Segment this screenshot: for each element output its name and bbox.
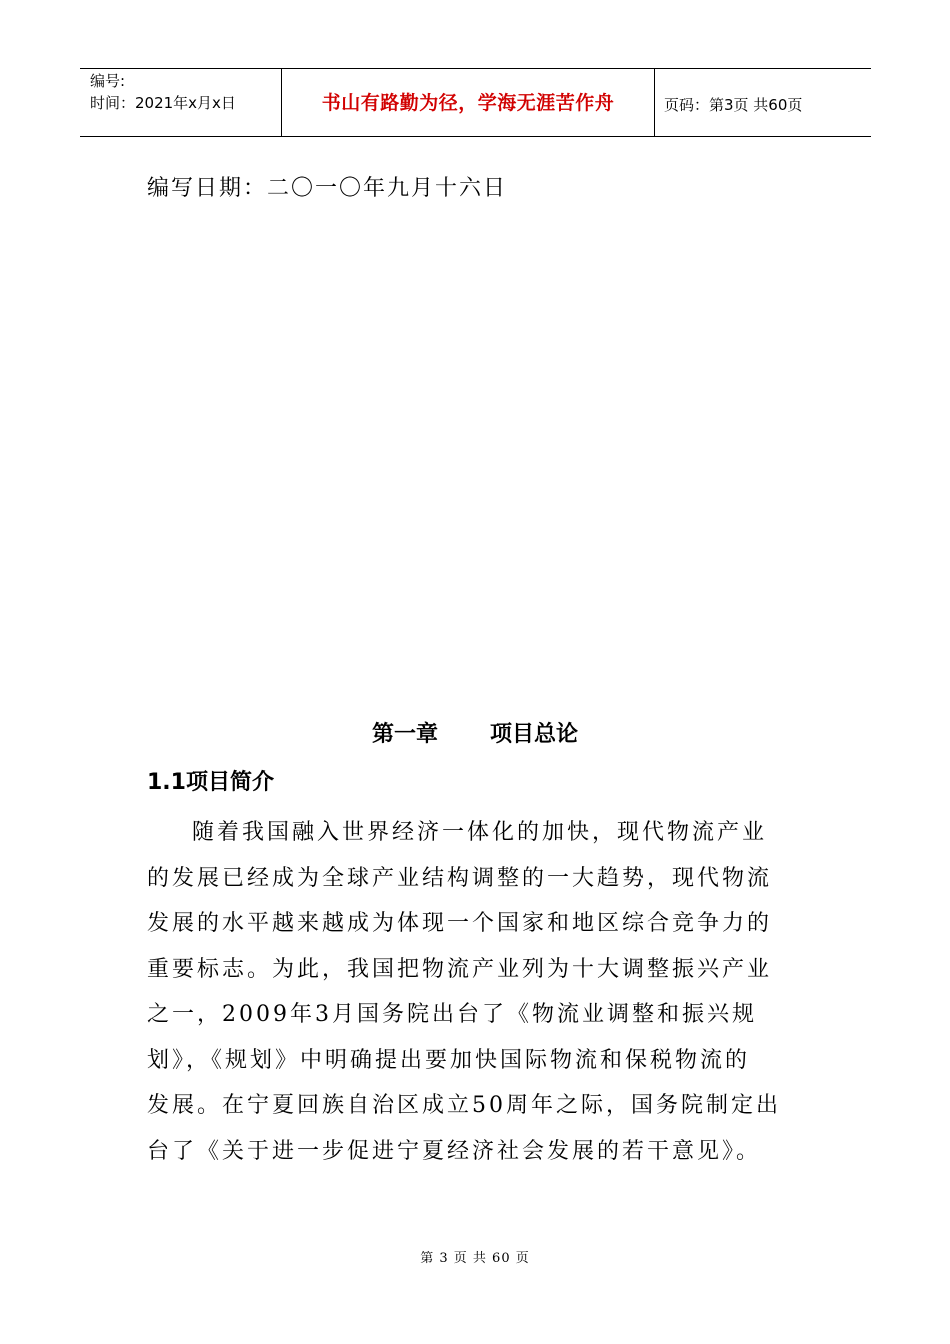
header-left-cell xyxy=(90,70,236,114)
header-divider-right xyxy=(654,69,655,136)
header-top-border xyxy=(80,68,871,69)
chapter-title: 项目总论 xyxy=(490,722,579,747)
body-line: 的发展已经成为全球产业结构调整的一大趋势，现代物流 xyxy=(147,865,773,891)
body-line: 划》，《规划》中明确提出要加快国际物流和保税物流的 xyxy=(147,1047,751,1073)
chapter-number: 第一章 xyxy=(371,722,438,747)
header-divider-left xyxy=(281,69,282,136)
body-line: 台了《关于进一步促进宁夏经济社会发展的若干意见》。 xyxy=(147,1138,762,1164)
body-line: 重要标志。为此，我国把物流产业列为十大调整振兴产业 xyxy=(147,956,773,982)
body-line: 之一，2009年3月国务院出台了《物流业调整和振兴规 xyxy=(147,1002,757,1027)
document-number-label: 编号: xyxy=(90,72,126,90)
document-time-label: 时间：2021年x月x日 xyxy=(90,94,236,112)
header-motto: 书山有路勤为径，学海无涯苦作舟 xyxy=(321,92,615,114)
section-heading: 1.1项目简介 xyxy=(147,770,274,795)
header-bottom-border xyxy=(80,136,871,137)
body-line: 发展。在宁夏回族自治区成立50周年之际，国务院制定出 xyxy=(147,1093,781,1118)
body-paragraph xyxy=(147,810,807,1174)
compile-date: 编写日期：二〇一〇年九月十六日 xyxy=(147,176,508,201)
chapter-heading xyxy=(0,717,950,748)
body-line: 发展的水平越来越成为体现一个国家和地区综合竞争力的 xyxy=(147,911,773,936)
header-page-label: 页码：第3页 共60页 xyxy=(664,96,803,114)
page-footer: 第 3 页 共 60 页 xyxy=(420,1251,530,1266)
body-line: 随着我国融入世界经济一体化的加快，现代物流产业 xyxy=(192,820,768,845)
